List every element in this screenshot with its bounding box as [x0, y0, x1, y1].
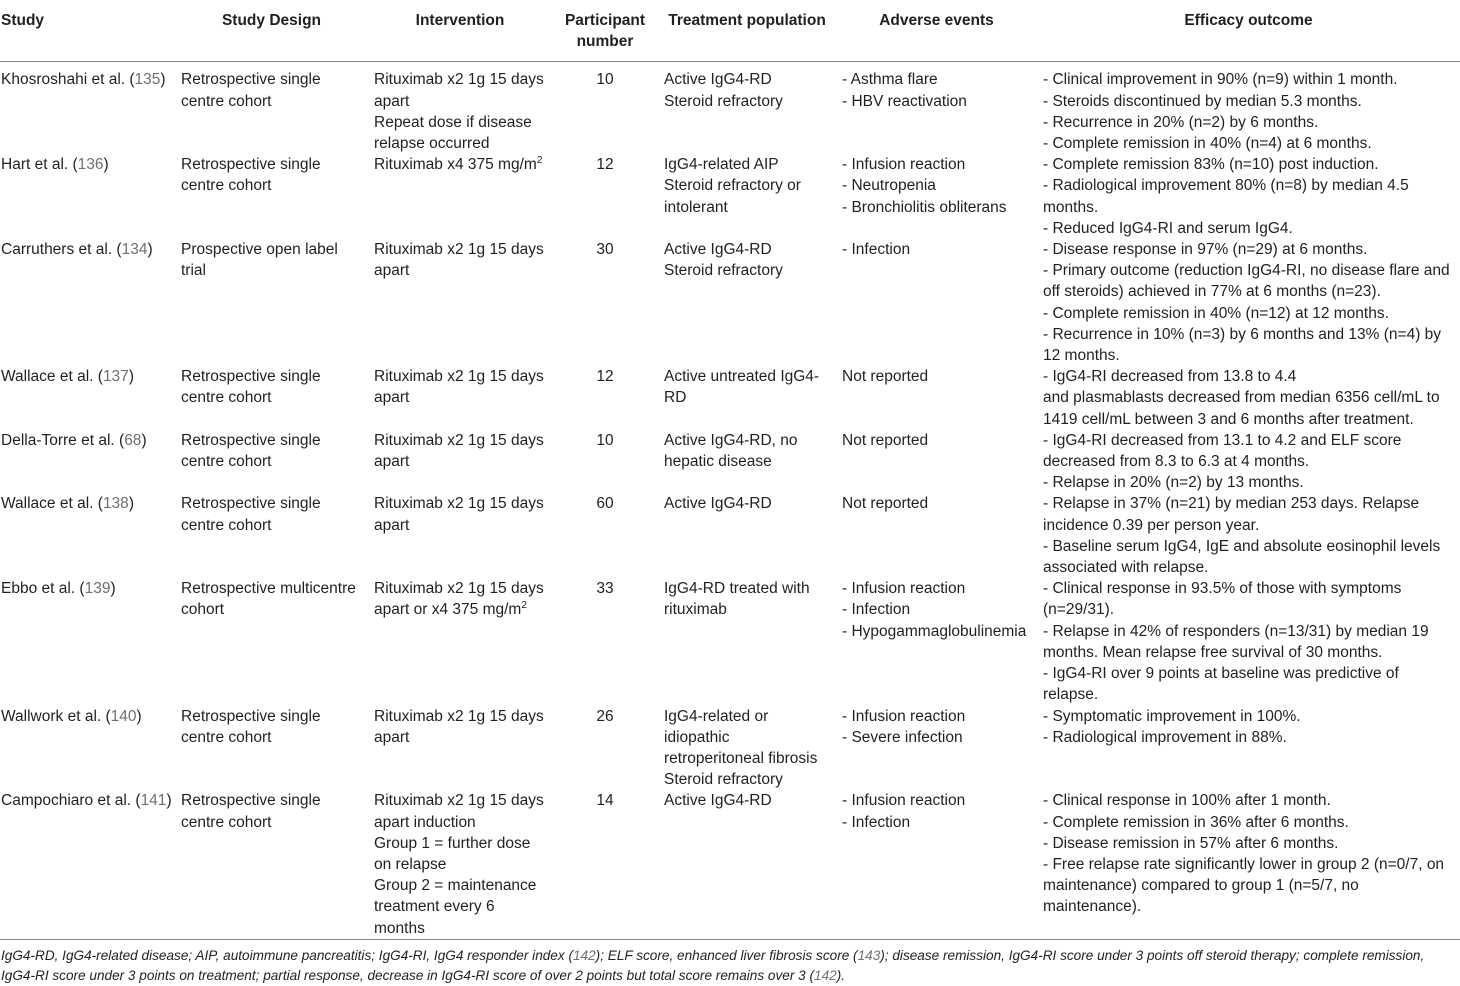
- efficacy-line: - Complete remission in 40% (n=12) at 12 months.: [1043, 304, 1389, 322]
- study-name: Wallace et al. (: [1, 495, 103, 513]
- efficacy-line: - Primary outcome (reduction IgG4-RI, no disease flare and off steroids) achieved in 77% at 6 months (n=23).: [1043, 262, 1450, 301]
- adverse-events-cell: [836, 790, 1037, 939]
- study-name-end: ): [141, 431, 147, 449]
- adverse-events-cell: [836, 430, 1037, 494]
- efficacy-line: - Baseline serum IgG4, IgE and absolute eosinophil levels associated with relapse.: [1043, 537, 1441, 577]
- study-cell: [0, 62, 175, 154]
- study-name-end: ): [160, 71, 166, 89]
- efficacy-line: - IgG4-RI over 9 points at baseline was predictive of relapse.: [1043, 665, 1399, 704]
- participant-number-cell: 12: [596, 368, 614, 386]
- header-treatment-population: Treatment population: [658, 0, 836, 62]
- intervention-line: Rituximab x2 1g 15 days apart: [374, 368, 544, 407]
- treatment-population-cell: [658, 154, 836, 239]
- study-cell: [0, 790, 175, 939]
- population-line: Steroid refractory: [664, 262, 783, 280]
- intervention-line: [374, 154, 548, 175]
- study-cell: [0, 578, 175, 705]
- reference-link[interactable]: 138: [102, 495, 129, 513]
- efficacy-line: - Disease response in 97% (n=29) at 6 months.: [1043, 241, 1368, 259]
- reference-link[interactable]: 136: [77, 156, 104, 174]
- adverse-events-cell: [836, 62, 1037, 154]
- treatment-population-cell: [658, 578, 836, 705]
- study-design-cell: Retrospective single centre cohort: [181, 431, 321, 471]
- study-cell: [0, 366, 175, 430]
- study-design-cell: Retrospective single centre cohort: [181, 156, 321, 195]
- intervention-line: Group 2 = maintenance treatment every 6 months: [374, 877, 537, 937]
- study-cell: [0, 430, 175, 494]
- table-row: [0, 62, 1460, 154]
- adverse-event-line: - Infection: [842, 813, 911, 831]
- population-line: Steroid refractory: [664, 92, 783, 110]
- intervention-cell: [368, 154, 552, 239]
- reference-link[interactable]: 142: [814, 967, 837, 983]
- study-name: Campochiaro et al. (: [1, 792, 141, 810]
- efficacy-line: - Disease remission in 57% after 6 months.: [1043, 834, 1339, 852]
- efficacy-line: - Relapse in 37% (n=21) by median 253 days. Relapse incidence 0.39 per person year.: [1043, 495, 1420, 534]
- population-line: Active IgG4-RD: [664, 241, 772, 259]
- study-name: Wallwork et al. (: [1, 707, 111, 725]
- study-name: Della-Torre et al. (: [1, 431, 125, 449]
- header-intervention: Intervention: [368, 0, 552, 62]
- efficacy-line: - Clinical improvement in 90% (n=9) within 1 month.: [1043, 71, 1398, 89]
- efficacy-line: - Relapse in 42% of responders (n=13/31) by median 19 months. Mean relapse free survival of 30 months.: [1043, 622, 1429, 661]
- table-footnote: IgG4-RD, IgG4-related disease; AIP, autoimmune pancreatitis; IgG4-RI, IgG4 responder index (142); ELF score, enhanced liver fibrosis score (143); disease remission, IgG4-RI score under 3 points off steroid therapy; complete remission, IgG4-RI score under 3 points on treatment; partial response, decrease in IgG4-RI score of over 2 points but total score remains over 3 (142).: [0, 939, 1460, 986]
- study-name: Khosroshahi et al. (: [1, 71, 135, 89]
- population-line: Active IgG4-RD: [664, 792, 772, 810]
- efficacy-outcome-cell: [1037, 430, 1460, 494]
- reference-link[interactable]: 135: [134, 71, 161, 89]
- table-row: [0, 578, 1460, 705]
- intervention-line: Rituximab x2 1g 15 days apart induction: [374, 792, 544, 831]
- participant-number-cell: 10: [596, 431, 614, 449]
- header-study-design: Study Design: [175, 0, 368, 62]
- adverse-events-cell: [836, 493, 1037, 578]
- study-design-cell: Prospective open label trial: [181, 241, 338, 280]
- study-name: Wallace et al. (: [1, 368, 103, 386]
- efficacy-line: - IgG4-RI decreased from 13.8 to 4.4: [1043, 368, 1297, 386]
- intervention-line: Rituximab x2 1g 15 days apart: [374, 495, 544, 534]
- header-efficacy-outcome: Efficacy outcome: [1037, 0, 1460, 62]
- intervention-cell: [368, 366, 552, 430]
- adverse-event-line: - Infusion reaction: [842, 792, 966, 810]
- population-line: IgG4-related or idiopathic retroperitoneal fibrosis: [664, 707, 818, 767]
- adverse-event-line: - Infusion reaction: [842, 156, 966, 174]
- study-cell: [0, 239, 175, 366]
- population-line: Steroid refractory: [664, 771, 783, 789]
- participant-number-cell: 26: [596, 707, 614, 725]
- study-design-cell: Retrospective single centre cohort: [181, 707, 321, 746]
- participant-number-cell: 30: [596, 241, 614, 259]
- intervention-cell: [368, 790, 552, 939]
- adverse-events-cell: [836, 706, 1037, 791]
- table-row: [0, 239, 1460, 366]
- reference-link[interactable]: 139: [84, 580, 111, 598]
- study-cell: [0, 493, 175, 578]
- treatment-population-cell: [658, 790, 836, 939]
- adverse-events-cell: [836, 366, 1037, 430]
- study-design-cell: Retrospective single centre cohort: [181, 71, 321, 110]
- adverse-event-line: - HBV reactivation: [842, 92, 967, 110]
- efficacy-line: - Radiological improvement in 88%.: [1043, 728, 1287, 746]
- table-row: [0, 790, 1460, 939]
- table-row: [0, 706, 1460, 791]
- population-line: IgG4-RD treated with rituximab: [664, 580, 810, 619]
- population-line: Active IgG4-RD: [664, 495, 772, 513]
- reference-link[interactable]: 141: [140, 792, 167, 810]
- reference-link[interactable]: 142: [572, 947, 596, 963]
- adverse-event-line: - Asthma flare: [842, 71, 938, 89]
- intervention-line: Rituximab x2 1g 15 days apart: [374, 707, 544, 746]
- intervention-line: Repeat dose if disease relapse occurred: [374, 113, 532, 153]
- participant-number-cell: 33: [596, 580, 614, 598]
- intervention-text: Rituximab x2 1g 15 days apart or x4 375 mg/m: [374, 580, 544, 619]
- treatment-population-cell: [658, 62, 836, 154]
- study-cell: [0, 706, 175, 791]
- reference-link[interactable]: 68: [124, 431, 142, 449]
- superscript: 2: [521, 600, 527, 612]
- treatment-population-cell: [658, 366, 836, 430]
- intervention-line: Group 1 = further dose on relapse: [374, 834, 531, 873]
- adverse-event-line: - Neutropenia: [842, 177, 936, 195]
- treatment-population-cell: [658, 493, 836, 578]
- adverse-event-line: - Infection: [842, 241, 911, 259]
- table-row: [0, 493, 1460, 578]
- study-cell: [0, 154, 175, 239]
- intervention-cell: [368, 706, 552, 791]
- study-design-cell: Retrospective single centre cohort: [181, 792, 321, 831]
- adverse-event-line: - Bronchiolitis obliterans: [842, 198, 1007, 216]
- intervention-line: Rituximab x2 1g 15 days apart: [374, 431, 544, 471]
- header-participant-number: Participant number: [552, 0, 658, 62]
- intervention-cell: [368, 493, 552, 578]
- study-name-end: ): [147, 241, 153, 259]
- adverse-event-line: Not reported: [842, 431, 929, 449]
- efficacy-line: - Complete remission in 36% after 6 months.: [1043, 813, 1349, 831]
- study-name: Carruthers et al. (: [1, 241, 122, 259]
- efficacy-outcome-cell: [1037, 154, 1460, 239]
- efficacy-line: - Radiological improvement 80% (n=8) by median 4.5 months.: [1043, 177, 1409, 216]
- efficacy-line: - Complete remission 83% (n=10) post induction.: [1043, 156, 1379, 174]
- efficacy-line: - IgG4-RI decreased from 13.1 to 4.2 and ELF score decreased from 8.3 to 6.3 at 4 months.: [1043, 431, 1402, 471]
- study-name-end: ): [166, 792, 172, 810]
- efficacy-line: - Relapse in 20% (n=2) by 13 months.: [1043, 474, 1304, 492]
- study-name: Ebbo et al. (: [1, 580, 85, 598]
- efficacy-line: - Reduced IgG4-RI and serum IgG4.: [1043, 219, 1293, 237]
- efficacy-line: and plasmablasts decreased from median 6356 cell/mL to 1419 cell/mL between 3 and 6 months after treatment.: [1043, 389, 1440, 428]
- efficacy-outcome-cell: [1037, 578, 1460, 705]
- adverse-event-line: - Infusion reaction: [842, 707, 966, 725]
- study-name-end: ): [136, 707, 142, 725]
- adverse-event-line: - Infusion reaction: [842, 580, 966, 598]
- table-row: [0, 366, 1460, 430]
- efficacy-line: - Recurrence in 20% (n=2) by 6 months.: [1043, 113, 1319, 131]
- efficacy-outcome-cell: [1037, 493, 1460, 578]
- treatment-population-cell: [658, 239, 836, 366]
- adverse-event-line: Not reported: [842, 495, 929, 513]
- efficacy-outcome-cell: [1037, 706, 1460, 791]
- study-name-end: ): [110, 580, 116, 598]
- population-line: Active IgG4-RD: [664, 71, 772, 89]
- adverse-event-line: - Severe infection: [842, 728, 963, 746]
- adverse-events-cell: [836, 239, 1037, 366]
- header-study: Study: [0, 0, 175, 62]
- treatment-population-cell: [658, 430, 836, 494]
- adverse-events-cell: [836, 578, 1037, 705]
- efficacy-line: - Complete remission in 40% (n=4) at 6 months.: [1043, 135, 1372, 153]
- superscript: 2: [536, 155, 543, 167]
- efficacy-outcome-cell: [1037, 62, 1460, 154]
- population-line: Active untreated IgG4-RD: [664, 368, 820, 407]
- study-name-end: ): [128, 495, 134, 513]
- header-adverse-events: Adverse events: [836, 0, 1037, 62]
- population-line: Steroid refractory or intolerant: [664, 177, 801, 216]
- intervention-line: Rituximab x2 1g 15 days apart: [374, 71, 544, 110]
- efficacy-outcome-cell: [1037, 366, 1460, 430]
- study-name-end: ): [128, 368, 134, 386]
- efficacy-line: - Free relapse rate significantly lower in group 2 (n=0/7, on maintenance) compared to group 1 (n=5/7, no maintenance).: [1043, 855, 1445, 916]
- reference-link[interactable]: 137: [102, 368, 129, 386]
- reference-link[interactable]: 140: [110, 707, 137, 725]
- study-design-cell: Retrospective multicentre cohort: [181, 580, 356, 619]
- treatment-population-cell: [658, 706, 836, 791]
- header-row: [0, 0, 1460, 62]
- reference-link[interactable]: 134: [121, 241, 148, 259]
- intervention-line: [374, 578, 548, 620]
- participant-number-cell: 12: [596, 156, 614, 174]
- participant-number-cell: 60: [596, 495, 614, 513]
- efficacy-line: - Steroids discontinued by median 5.3 months.: [1043, 92, 1362, 110]
- efficacy-outcome-cell: [1037, 239, 1460, 366]
- study-design-cell: Retrospective single centre cohort: [181, 495, 321, 534]
- efficacy-line: - Clinical response in 100% after 1 month.: [1043, 792, 1331, 810]
- population-line: Active IgG4-RD, no hepatic disease: [664, 431, 798, 471]
- adverse-event-line: - Hypogammaglobulinemia: [842, 622, 1027, 640]
- population-line: IgG4-related AIP: [664, 156, 779, 174]
- adverse-event-line: Not reported: [842, 368, 929, 386]
- intervention-line: Rituximab x2 1g 15 days apart: [374, 241, 544, 280]
- intervention-text: Rituximab x4 375 mg/m: [374, 156, 537, 174]
- intervention-cell: [368, 430, 552, 494]
- efficacy-line: - Recurrence in 10% (n=3) by 6 months and 13% (n=4) by 12 months.: [1043, 325, 1442, 365]
- table-row: [0, 154, 1460, 239]
- participant-number-cell: 14: [596, 792, 614, 810]
- efficacy-outcome-cell: [1037, 790, 1460, 939]
- reference-link[interactable]: 143: [857, 947, 881, 963]
- study-name: Hart et al. (: [1, 156, 78, 174]
- intervention-cell: [368, 578, 552, 705]
- intervention-cell: [368, 62, 552, 154]
- intervention-cell: [368, 239, 552, 366]
- adverse-events-cell: [836, 154, 1037, 239]
- efficacy-line: - Symptomatic improvement in 100%.: [1043, 707, 1301, 725]
- study-name-end: ): [103, 156, 109, 174]
- table-row: [0, 430, 1460, 494]
- study-design-cell: Retrospective single centre cohort: [181, 368, 321, 407]
- efficacy-line: - Clinical response in 93.5% of those with symptoms (n=29/31).: [1043, 580, 1402, 619]
- participant-number-cell: 10: [596, 71, 614, 89]
- adverse-event-line: - Infection: [842, 601, 911, 619]
